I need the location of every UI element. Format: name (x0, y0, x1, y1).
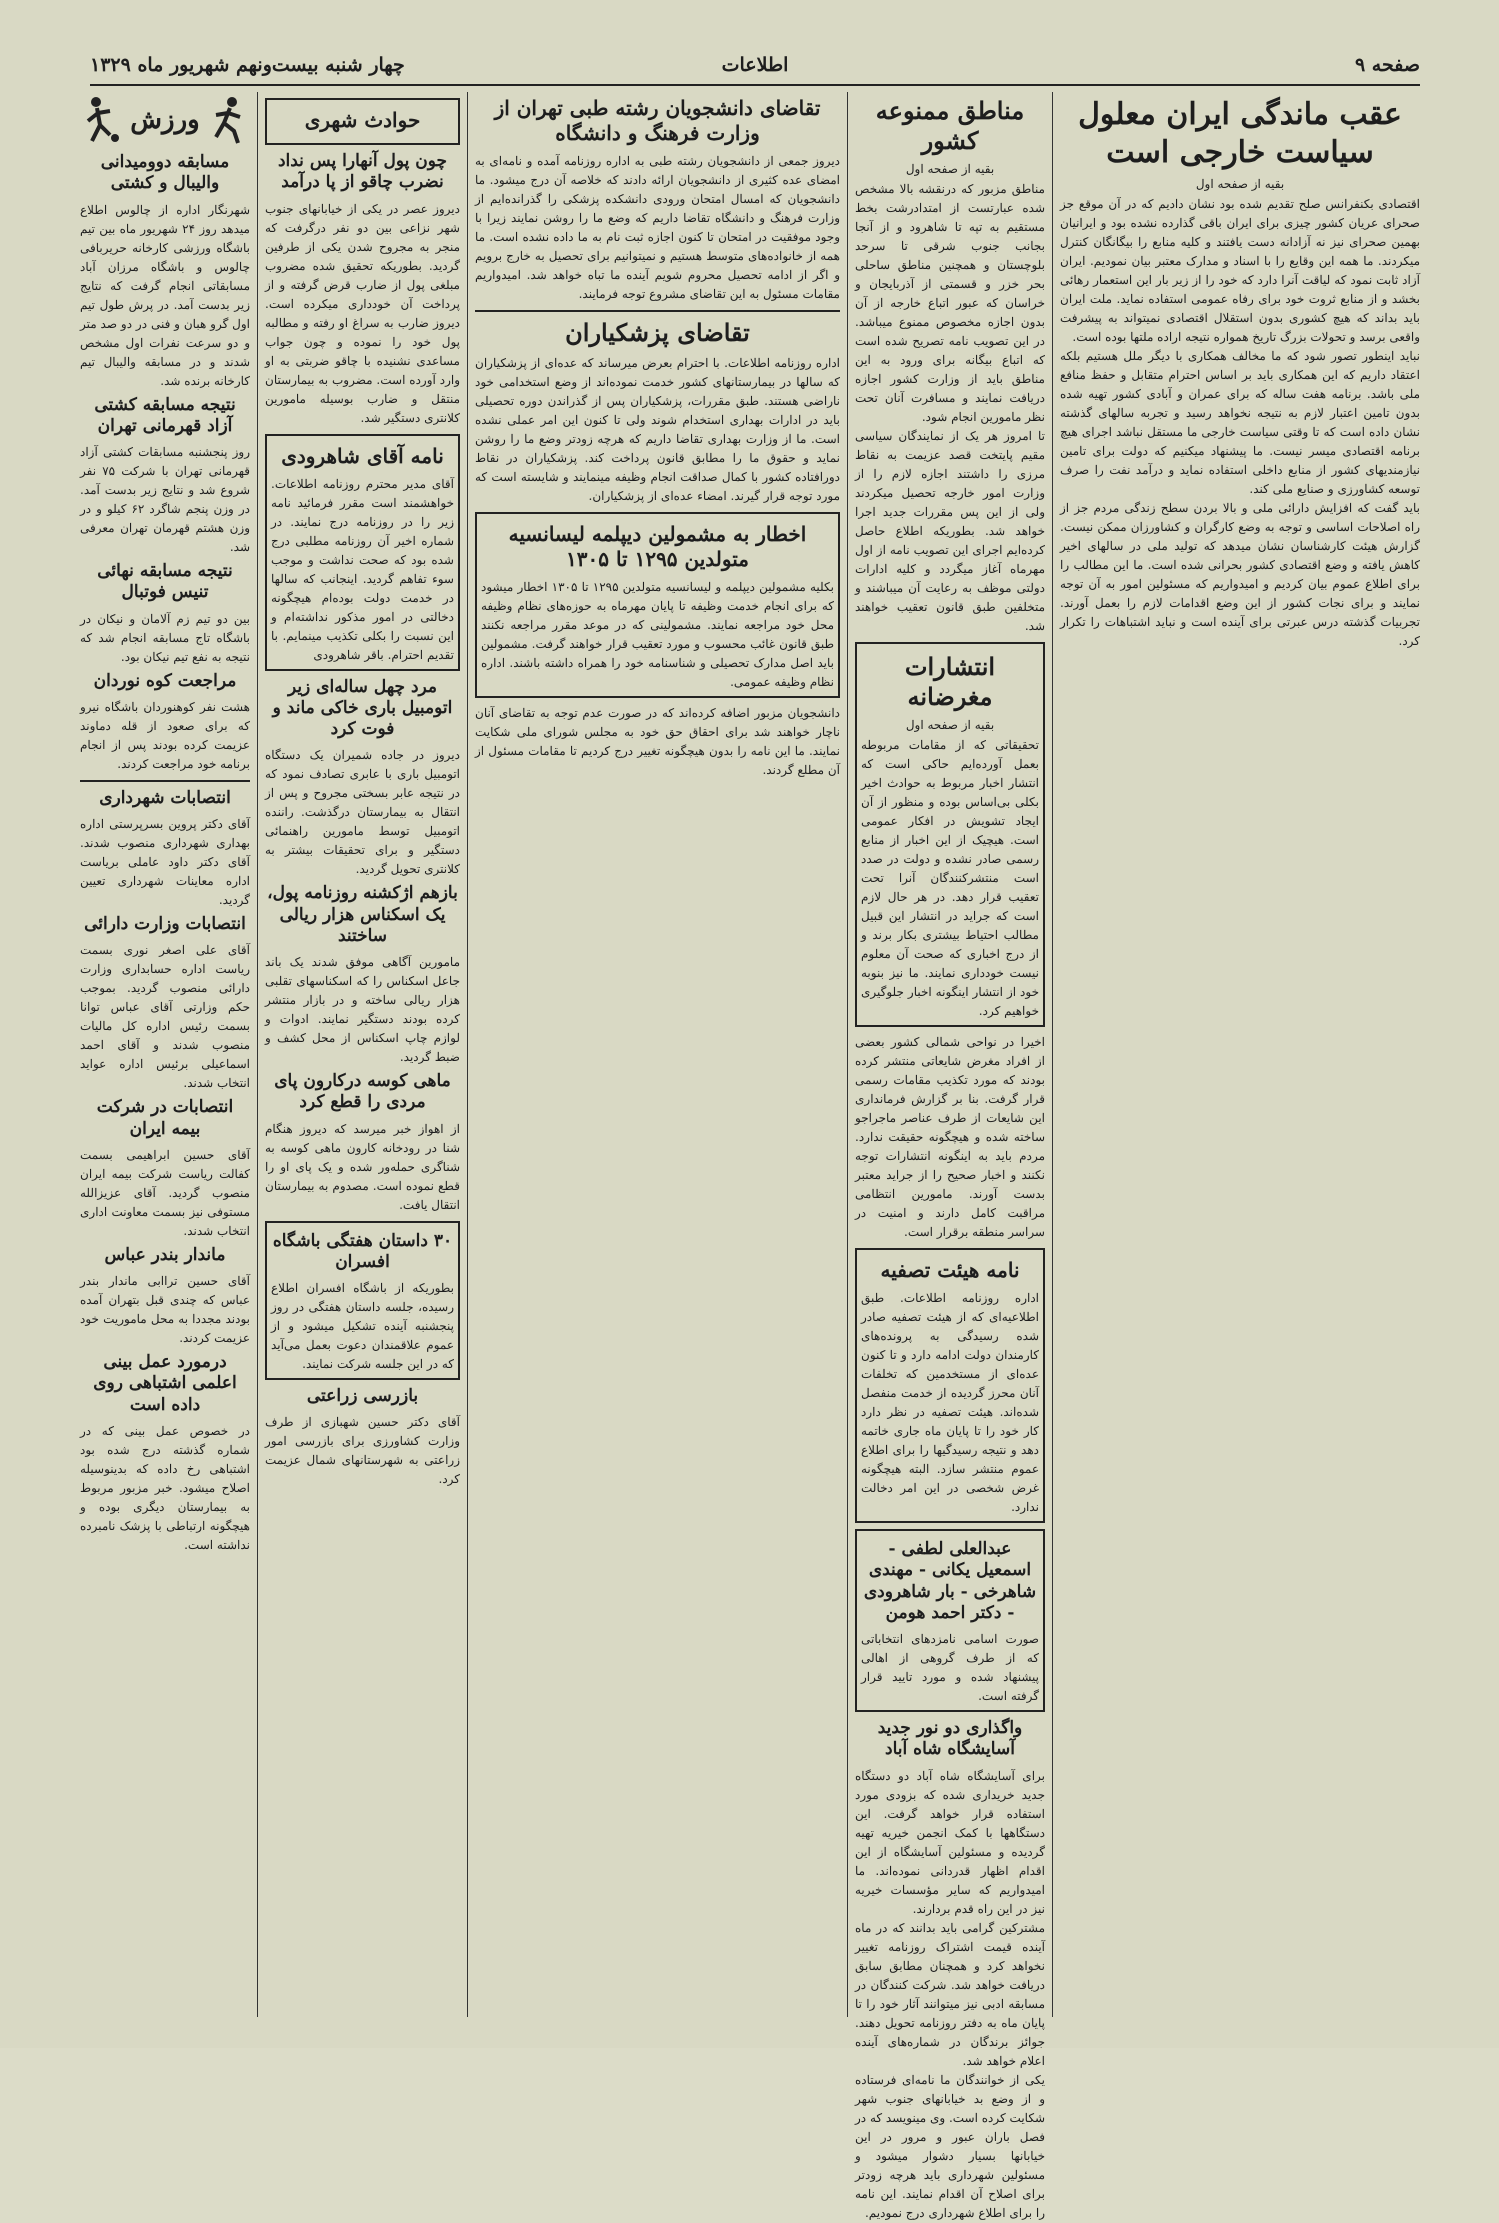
article-title: مسابقه دوومیدانی والیبال و کشتی (100, 152, 230, 194)
article-body: نباید اینطور تصور شود که ما مخالف همکاری با دیگر ملل هستیم بلکه اعتقاد داریم که این همکاری باید بر اساس احترام متقابل و حفظ منافع ملی باشد. برنامه هفت ساله که برای عمران و آبادی کشور تهیه شده بدون تامین اعتبار لازم به نتیجه نخواهد رسید و تجربه سالهای گذشته نشان داده است که تا وقتی سیاست خارجی ما مستقل نباشد اجرای هیچ برنامه اقتصادی میسر نیست. ما پیشنهاد میکنیم که دولت برای تامین نیازمندیهای کشور از منابع داخلی استفاده نماید و درآمد نفت را صرف توسعه کشاورزی و صنایع ملی کند. (1060, 349, 1421, 496)
column-divider (257, 92, 258, 2017)
article-body: مناطق مزبور که درنقشه بالا مشخص شده عبارتست از امتدادرشت بخط مستقیم به تپه تا شاهرود و از آنجا بجانب جنوب شرقی تا سرحد بلوچستان و همچنین مناطق ساحلی بحر خزر و قسمتی از آذربایجان و خراسان که عبور اتباع خارجه از آن بدون اجازه مخصوص ممنوع میباشد. در این تصویب نامه تصریح شده است که اتباع بیگانه برای ورود به این مناطق باید از وزارت کشور اجازه دریافت نمایند و مسافرت آنان تحت نظر مامورین انجام شود. (855, 182, 1045, 424)
article-body: اخیرا در نواحی شمالی کشور بعضی از افراد مغرض شایعاتی منتشر کرده بودند که مورد تکذیب مقامات رسمی قرار گرفت. بنا بر گزارش فرمانداری این شایعات از طرف عناصر ماجراجو ساخته شده و هیچگونه حقیقت ندارد. مردم باید به اینگونه انتشارات توجه نکنند و اخبار صحیح را از جراید معتبر بدست آورند. مامورین انتظامی مراقبت کامل دارند و امنیت در سراسر منطقه برقرار است. (855, 1035, 1045, 1239)
article-title: مراجعت کوه نوردان (93, 670, 237, 691)
article-body: تا امروز هر یک از نمایندگان سیاسی مقیم پایتخت قصد عزیمت به نقاط مرزی را داشتند اجازه لازم را از وزارت امور خارجه تحصیل میکردند ولی از این پس مقررات جدید اجرا خواهد شد. بطوریکه اطلاع حاصل کرده‌ایم اجرای این تصویب نامه از اول مهرماه آغاز میگردد و کلیه ادارات دولتی موظف به رعایت آن میباشند و متخلفین طبق قانون تعقیب خواهند شد. (855, 429, 1045, 633)
article-title: انتصابات در شرکت بیمه ایران (96, 1097, 234, 1139)
article-body: شهرنگار اداره از چالوس اطلاع میدهد روز ۲۴ شهریور ماه بین تیم باشگاه ورزشی کارخانه حریربافی چالوس و باشگاه مرزان آباد مسابقاتی انجام گرفت که نتایج زیر بدست آمد. در پرش طول تیم اول گرو هبان و فنی در دو صد متر و دو سرعت نفرات اول مشخص شدند و در مسابقه والیبال تیم کارخانه برنده شد. (80, 202, 250, 388)
article-title: ۳۰ داستان هفتگی باشگاه افسران (272, 1230, 453, 1272)
runner-icon (208, 95, 248, 145)
article-title: نامه هیئت تصفیه (880, 1258, 1020, 1282)
article-body: در خصوص عمل بینی که در شماره گذشته درج شده بود اشتباهی رخ داده که بدینوسیله اصلاح میشود. خبر مزبور مربوط به بیمارستان دیگری بوده و هیچگونه ارتباطی با پزشک نامبرده نداشته است. (80, 1423, 250, 1552)
article-body: بطوریکه از باشگاه افسران اطلاع رسیده، جلسه داستان هفتگی در روز پنجشنبه آینده تشکیل میشود و از عموم علاقمندان دعوت بعمل می‌آید که در این جلسه شرکت نمایند. (271, 1281, 454, 1371)
article-title: چون پول آنهارا پس نداد نضرب چاقو از پا درآمد (277, 151, 448, 193)
article-body: دیروز جمعی از دانشجویان رشته طبی به اداره روزنامه آمده و نامه‌ای به امضای عده کثیری از دانشجویان ارائه دادند که خلاصه آن درج میشود. ما دانشجویان که امسال امتحان ورودی دانشکده پزشکی را گذرانده‌ایم از وزارت فرهنگ و دانشگاه تقاضا داریم که وضع ما را روشن نمایند زیرا با وجود موفقیت در امتحان تا کنون اجازه ثبت نام به ما داده نشده است. ما همه از خانواده‌های متوسط هستیم و نمیتوانیم برای تحصیل به خارج برویم و اگر از ادامه تحصیل محروم شویم آینده ما تباه خواهد شد. امیدواریم مقامات مسئول به این تقاضای مشروع توجه فرمایند. (475, 154, 840, 301)
article-body: اقتصادی بکنفرانس صلح تقدیم شده بود نشان دادیم که در آن موقع جز صحرای عریان کشور چیزی برای ایران باقی گذارده نشده بود و ایرانیان بهمین صحرای نیز نه آزادانه دست یافتند و کلیه منابع را بیگانگان کنترل میکردند. ما همه این وقایع را با اسناد و مدارک معتبر بیان نمودیم. ایران آزاد ثابت نمود که لیاقت آنرا دارد که خود را از زیر بار این استعمار رهائی بخشد و از منابع ثروت خود برای رفاه عمومی استفاده نماید. ملت ایران باید بداند که هیچ کشوری بدون استقلال اقتصادی نمیتواند به پیشرفت واقعی برسد و تحولات بزرگ تاریخ همواره نتیجه اراده ملتها بوده است. (1060, 197, 1420, 344)
article-title: ماندار بندر عباس (104, 1244, 226, 1265)
article-body: آقای دکتر پروین بسرپرستی اداره بهداری شهرداری منصوب شدند. آقای دکتر داود عاملی بریاست اداره معاینات شهرداری تعیین گردید. (80, 817, 250, 907)
page-header (90, 52, 1420, 86)
article-title: انتصابات وزارت دارائی (84, 914, 246, 934)
section-divider (475, 310, 840, 312)
column-3 (475, 92, 840, 2017)
sports-section-title: ورزش (130, 105, 200, 135)
newspaper-name: اطلاعات (721, 54, 789, 76)
article-title: مرد چهل ساله‌ای زیر اتومبیل باری خاکی ماند و فوت کرد (272, 676, 453, 739)
article-body: آقای حسین تراابی ماندار بندر عباس که چندی قبل بتهران آمده بودند مجددا به محل ماموریت خود عزیمت کردند. (80, 1274, 250, 1345)
article-title: درمورد عمل بینی اعلمی اشتباهی روی داده است (93, 1352, 237, 1415)
article-body: اداره روزنامه اطلاعات. با احترام بعرض میرساند که عده‌ای از پزشکیاران که سالها در بیمارستانهای کشور خدمت نموده‌اند از وضع استخدامی خود ناراضی هستند. طبق مقررات، پزشکیاران پس از گذراندن دوره تحصیلی باید در ادارات بهداری استخدام شوند ولی تا کنون این امر عملی نشده است. ما از وزارت بهداری تقاضا داریم که هرچه زودتر وضع ما را روشن نماید و حقوق ما را مطابق قانون پرداخت کند. پزشکیاران در نقاط دورافتاده کشور با کمال صداقت انجام وظیفه مینمایند و شایسته است که مورد توجه قرار گیرند. امضاء عده‌ای از پزشکیاران. (475, 356, 840, 503)
column-4 (265, 92, 460, 2017)
issue-date: چهار شنبه بیست‌ونهم شهریور ماه ۱۳۲۹ (90, 54, 405, 76)
article-body: هشت نفر کوهنوردان باشگاه نیرو که برای صعود از قله دماوند عزیمت کرده بودند پس از انجام برنامه خود مراجعت کردند. (80, 699, 250, 771)
page-number: صفحه ۹ (1354, 54, 1420, 76)
article-title: انتصابات شهرداری (99, 787, 231, 808)
notice-title: اخطار به مشمولین دیپلمه لیسانسیه متولدین ۱۲۹۵ تا ۱۳۰۵ (508, 522, 807, 571)
article-title: نامه آقای شاهرودی (281, 443, 444, 468)
article-title: ماهی کوسه درکارون پای مردی را قطع کرد (274, 1071, 451, 1113)
article-title: انتشارات مغرضانه (904, 652, 996, 711)
article-title: نتیجه مسابقه کشتی آزاد قهرمانی تهران (94, 394, 236, 436)
article-body: مامورین آگاهی موفق شدند یک باند جاعل اسکناس را که اسکناسهای تقلبی هزار ریالی ساخته و در بازار منتشر کرده بودند دستگیر نمایند. ادوات و لوازم چاپ اسکناس از محل کشف و ضبط گردید. (265, 955, 460, 1064)
boxed-article (855, 1248, 1045, 1523)
article-body: دانشجویان مزبور اضافه کرده‌اند که در صورت عدم توجه به تقاضای آنان ناچار خواهند شد برای احقاق حق خود به مجلس شورای ملی شکایت نمایند. ما این نامه را بدون هیچگونه تغییر درج کردیم تا مقامات مسئول از آن مطلع گردند. (475, 706, 840, 777)
article-body: یکی از خوانندگان ما نامه‌ای فرستاده و از وضع بد خیابانهای جنوب شهر شکایت کرده است. وی مینویسد که در فصل باران عبور و مرور در این خیابانها بسیار دشوار میشود و مسئولین شهرداری باید هرچه زودتر برای اصلاح آن اقدام نمایند. این نامه را برای اطلاع شهرداری درج نمودیم. (855, 2072, 1045, 2220)
continued-note: بقیه از صفحه اول (905, 162, 995, 176)
boxed-article (265, 1221, 460, 1381)
article-title: عقب ماندگی ایران معلول سیاست خارجی است (1078, 97, 1402, 170)
article-body: روز پنجشنبه مسابقات کشتی آزاد قهرمانی تهران با شرکت ۷۵ نفر شروع شد و نتایج زیر بدست آمد. در وزن پنجم شاگرد ۶۲ کیلو و در وزن هشتم قهرمان تهران معرفی شد. (80, 445, 250, 554)
article-body: از اهواز خبر میرسد که دیروز هنگام شنا در رودخانه کارون ماهی کوسه به شناگری حمله‌ور شده و یک پای او را قطع نموده است. مصدوم به بیمارستان انتقال یافت. (265, 1121, 460, 1212)
column-5-sports (80, 92, 250, 2017)
article-body: صورت اسامی نامزدهای انتخاباتی که از طرف گروهی از اهالی پیشنهاد شده و مورد تایید قرار گرفته است. (861, 1632, 1039, 1703)
article-body: برای آسایشگاه شاه آباد دو دستگاه جدید خریداری شده که بزودی مورد استفاده قرار خواهد گرفت. این دستگاهها با کمک انجمن خیریه تهیه گردیده و مسئولین آسایشگاه از این اقدام اظهار قدردانی نموده‌اند. ما امیدواریم که سایر مؤسسات خیریه نیز در این راه قدم بردارند. (855, 1768, 1045, 1916)
article-title: مناطق ممنوعه کشور (875, 96, 1025, 155)
column-2 (855, 92, 1045, 2220)
article-title: عبدالعلی لطفی - اسمعیل یکانی - مهندی شاهرخی - بار شاهرودی - دکتر احمد هومن (863, 1539, 1037, 1623)
section-box (265, 98, 460, 145)
column-divider (1052, 92, 1053, 2017)
section-title: حوادث شهری (304, 108, 421, 132)
section-divider (80, 780, 250, 782)
article-title: نتیجه مسابقه نهائی تنیس فوتبال (97, 561, 233, 603)
article-title: بازرسی زراعتی (306, 1386, 419, 1406)
article-title: تقاضای پزشکیاران (565, 318, 750, 347)
column-1 (1060, 92, 1420, 2017)
continued-note: بقیه از صفحه اول (905, 718, 995, 732)
article-body: اداره روزنامه اطلاعات. طبق اطلاعیه‌ای که از هیئت تصفیه صادر شده رسیدگی به پرونده‌های کارمندان دولت ادامه دارد و تا کنون عده‌ای از مستخدمین که تخلفات آنان محرز گردیده از خدمت منفصل شده‌اند. هیئت تصفیه در نظر دارد کار خود را تا پایان ماه جاری خاتمه دهد و نتیجه رسیدگیها را برای اطلاع عموم منتشر سازد. البته هیچگونه غرض شخصی در این امر دخالت ندارد. (861, 1291, 1039, 1514)
column-divider (467, 92, 468, 2017)
sports-header (80, 92, 250, 148)
notice-body: بکلیه مشمولین دیپلمه و لیسانسیه متولدین ۱۲۹۵ تا ۱۳۰۵ اخطار میشود که برای انجام خدمت وظیفه تا پایان مهرماه به حوزه‌های نظام وظیفه محل خود مراجعه نمایند. مشمولینی که در موعد مقرر مراجعه نکنند طبق قانون غائب محسوب و مورد تعقیب قرار خواهند گرفت. مشمولین باید اصل مدارک تحصیلی و شناسنامه خود را همراه داشته باشند. اداره نظام وظیفه عمومی. (481, 580, 834, 689)
article-title: تقاضای دانشجویان رشته طبی تهران از وزارت فرهنگ و دانشگاه (494, 96, 821, 145)
article-body: آقای حسین ابراهیمی بسمت کفالت ریاست شرکت بیمه ایران منصوب گردید. آقای عزیزالله مستوفی نیز بسمت معاونت اداری انتخاب شدند. (80, 1147, 250, 1238)
article-body: دیروز در جاده شمیران یک دستگاه اتومبیل باری با عابری تصادف نمود که در نتیجه عابر بسختی مجروح و پس از انتقال به بیمارستان درگذشت. راننده اتومبیل توسط مامورین راهنمائی دستگیر و برای تحقیقات بیشتر به کلانتری تحویل گردید. (265, 748, 460, 877)
article-body: آقای علی اصغر نوری بسمت ریاست اداره حسابداری وزارت دارائی منصوب گردید. بموجب حکم وزارتی آقای عباس توانا بسمت رئیس اداره کل مالیات منصوب شدند و آقای احمد اسماعیلی برئیس اداره عواید انتخاب شدند. (80, 943, 250, 1091)
article-body: دیروز عصر در یکی از خیابانهای جنوب شهر نزاعی بین دو نفر درگرفت که منجر به مجروح شدن یکی از طرفین گردید. بطوریکه تحقیق شده مضروب مبلغی پول از ضارب قرض گرفته و از پرداخت آن خودداری میکرده است. دیروز ضارب به سراغ او رفته و مطالبه پول خود را نموده و چون جواب مساعدی نشنیده با چاقو ضربتی به او وارد آورده است. مضروب به بیمارستان منتقل و ضارب بوسیله مامورین کلانتری دستگیر شد. (265, 201, 460, 425)
column-divider (847, 92, 848, 2017)
boxed-notice (475, 512, 840, 698)
article-body: باید گفت که افزایش دارائی ملی و بالا بردن سطح زندگی مردم جز از راه اصلاحات اساسی و توجه به وضع کارگران و کشاورزان ممکن نیست. گزارش هیئت کارشناسان نشان میدهد که تولید ملی در سالهای اخیر کاهش یافته و وضع اقتصادی کشور بحرانی شده است. ما این مطالب را برای اطلاع عموم بیان کردیم و امیدواریم که مسئولین امور به آن توجه نمایند و برای نجات کشور از این وضع اقدامات لازم را بعمل آورند. تجربیات گذشته درس عبرتی برای آینده است و نباید اشتباهات را تکرار کرد. (1060, 501, 1420, 648)
footballer-icon (82, 95, 122, 145)
boxed-article (855, 642, 1045, 1027)
boxed-article (265, 434, 460, 671)
continued-note: بقیه از صفحه اول (1195, 177, 1285, 191)
article-body: آقای مدیر محترم روزنامه اطلاعات. خواهشمند است مقرر فرمائید نامه زیر را در روزنامه درج نمایند. در شماره اخیر آن روزنامه مطلبی درج شده بود که صحت نداشت و موجب سوء تفاهم گردید. اینجانب که سالها در خدمت دولت بوده‌ام هیچگونه دخالتی در امور مذکور نداشته‌ام و این نسبت را بکلی تکذیب مینمایم. با تقدیم احترام. باقر شاهرودی (271, 476, 454, 662)
article-body: مشترکین گرامی باید بدانند که در ماه آینده قیمت اشتراک روزنامه تغییر نخواهد کرد و همچنان مطابق سابق دریافت خواهد شد. شرکت کنندگان در مسابقه ادبی نیز میتوانند آثار خود را تا پایان ماه به دفتر روزنامه تحویل دهند. جوائز برندگان در شماره‌های آینده اعلام خواهد شد. (855, 1920, 1045, 2068)
article-title: بازهم اژکشنه روزنامه پول، یک اسکناس هزار ریالی ساختند (267, 883, 458, 946)
boxed-article (855, 1529, 1045, 1712)
article-body: تحقیقاتی که از مقامات مربوطه بعمل آورده‌ایم حاکی است که انتشار اخبار مربوط به حوادث اخیر بکلی بی‌اساس بوده و منظور از آن ایجاد تشویش در افکار عمومی است. هیچیک از این اخبار از منابع رسمی صادر نشده و دولت در صدد است منتشرکنندگان آنرا تحت تعقیب قرار دهد. در هر حال لازم است که جراید در انتشار این قبیل مطالب احتیاط بیشتری بکار برند و از درج اخباری که صحت آن معلوم نیست خودداری نمایند. ما نیز بنوبه خود از انتشار اینگونه اخبار جلوگیری خواهیم کرد. (861, 738, 1039, 1018)
article-body: بین دو تیم زم آلامان و نیکان در باشگاه تاج مسابقه انجام شد که نتیجه به نفع تیم نیکان بود. (80, 611, 250, 664)
article-body: آقای دکتر حسین شهبازی از طرف وزارت کشاورزی برای بازرسی امور زراعتی به شهرستانهای شمال عزیمت کرد. (265, 1415, 460, 1487)
article-title: واگذاری دو نور جدید آسایشگاه شاه آباد (877, 1718, 1023, 1760)
